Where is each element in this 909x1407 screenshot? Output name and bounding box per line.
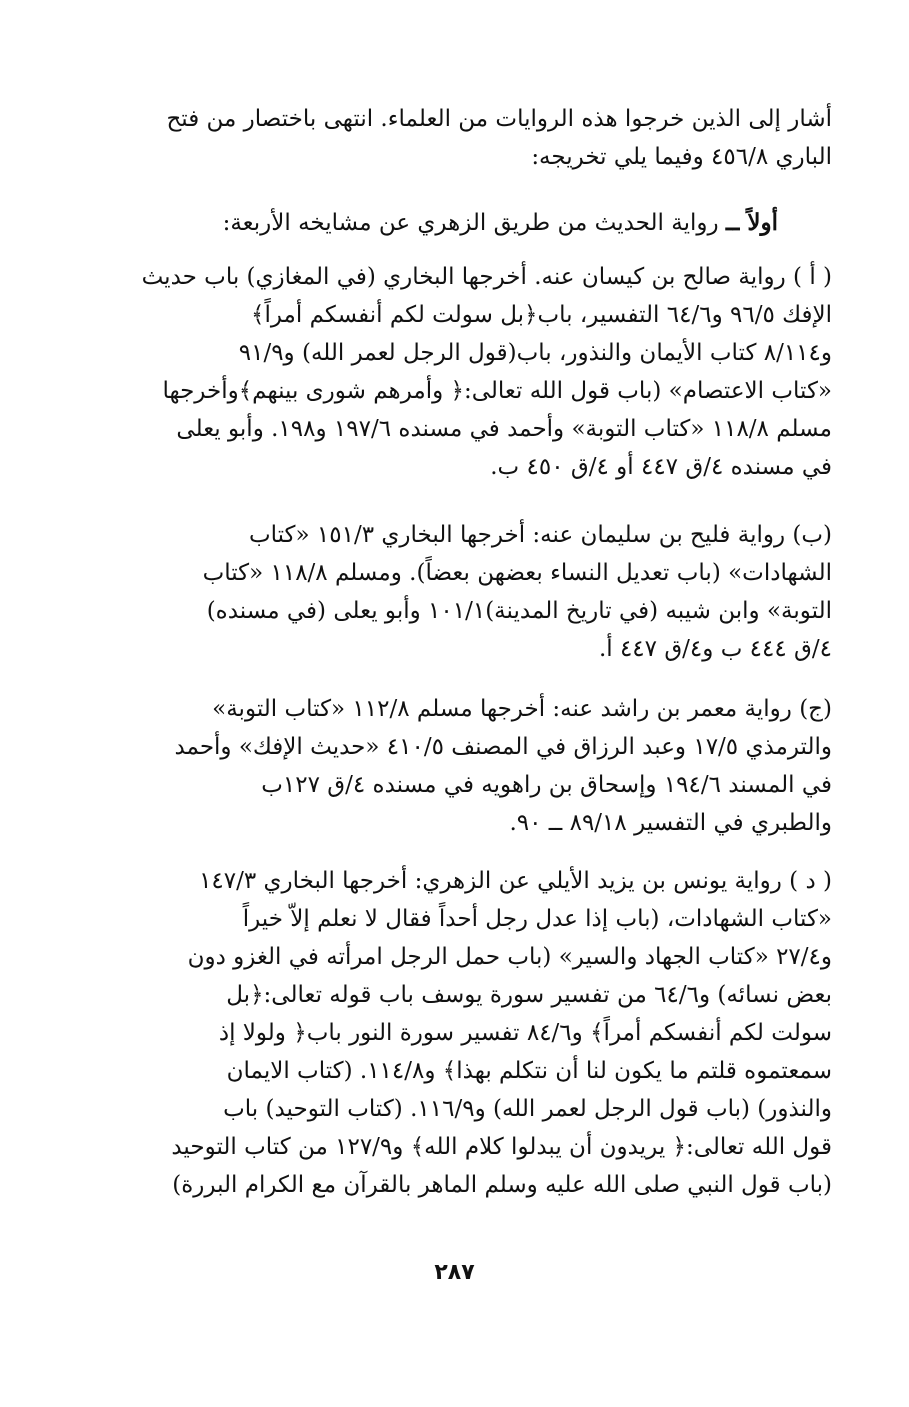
item-line: و٢٧/٤ «كتاب الجهاد والسير» (باب حمل الرجل امرأته في الغزو دون [187,944,832,970]
intro-paragraph [128,100,832,176]
section-heading [128,204,778,242]
item-line: مسلم ١١٨/٨ «كتاب التوبة» وأحمد في مسنده ١٩٧/٦ و١٩٨. وأبو يعلى [176,416,832,442]
item-line: «كتاب الشهادات، (باب إذا عدل رجل أحداً فقال لا نعلم إلاّ خيراً [242,906,832,932]
item-line: قول الله تعالى:﴿ يريدون أن يبدلوا كلام الله﴾ و١٢٧/٩ من كتاب التوحيد [171,1134,832,1160]
item-line: في المسند ١٩٤/٦ وإسحاق بن راهويه في مسنده ٤/ق ١٢٧ب [261,772,832,798]
item-line: الشهادات» (باب تعديل النساء بعضهن بعضاً). ومسلم ١١٨/٨ «كتاب [202,560,832,586]
list-item [128,690,832,842]
item-line: «كتاب الاعتصام» (باب قول الله تعالى:﴿ وأمرهم شورى بينهم﴾وأخرجها [162,378,832,404]
page-number: ٢٨٧ [434,1260,475,1285]
item-line: والترمذي ١٧/٥ وعبد الرزاق في المصنف ٤١٠/٥ «حديث الإفك» وأحمد [174,734,832,760]
list-item [128,258,832,486]
item-line: الإفك ٩٦/٥ و٦٤/٦ التفسير، باب﴿بل سولت لكم أنفسكم أمراً﴾ [250,302,832,328]
item-line: ( أ ) رواية صالح بن كيسان عنه. أخرجها البخاري (في المغازي) باب حديث [141,264,832,290]
item-line: و٨/١١٤ كتاب الأيمان والنذور، باب(قول الرجل لعمر الله) و٩١/٩ [238,340,832,366]
list-item [128,862,832,1204]
item-line: (ب) رواية فليح بن سليمان عنه: أخرجها البخاري ١٥١/٣ «كتاب [248,522,832,548]
item-line: سولت لكم أنفسكم أمراً﴾ و٨٤/٦ تفسير سورة النور باب﴿ ولولا إذ [218,1020,832,1046]
item-line: (باب قول النبي صلى الله عليه وسلم الماهر بالقرآن مع الكرام البررة) [172,1172,832,1198]
item-line: في مسنده ٤/ق ٤٤٧ أو ٤/ق ٤٥٠ ب. [490,454,832,480]
item-line: ٤/ق ٤٤٤ ب و٤/ق ٤٤٧ أ. [598,636,832,662]
item-line: ( د ) رواية يونس بن يزيد الأيلي عن الزهري: أخرجها البخاري ١٤٧/٣ [199,868,832,894]
heading-label: أولاً ــ [725,209,778,236]
item-line: سمعتموه قلتم ما يكون لنا أن نتكلم بهذا﴾ و١١٤/٨. (كتاب الايمان [226,1058,832,1084]
heading-text: رواية الحديث من طريق الزهري عن مشايخه الأربعة: [222,210,726,236]
item-line: والطبري في التفسير ٨٩/١٨ ــ ٩٠. [509,810,832,836]
item-line: التوبة» وابن شيبه (في تاريخ المدينة)١٠١/١ وأبو يعلى (في مسنده) [206,598,832,624]
item-line: (ج) رواية معمر بن راشد عنه: أخرجها مسلم ١١٢/٨ «كتاب التوبة» [212,696,832,722]
item-line: والنذور) (باب قول الرجل لعمر الله) و١١٦/٩. (كتاب التوحيد) باب [223,1096,832,1122]
item-line: بعض نسائه) و٦٤/٦ من تفسير سورة يوسف باب قوله تعالى:﴿بل [226,982,832,1008]
intro-line: الباري ٤٥٦/٨ وفيما يلي تخريجه: [531,144,832,170]
intro-line: أشار إلى الذين خرجوا هذه الروايات من العلماء. انتهى باختصار من فتح [166,106,832,132]
list-item [128,516,832,668]
